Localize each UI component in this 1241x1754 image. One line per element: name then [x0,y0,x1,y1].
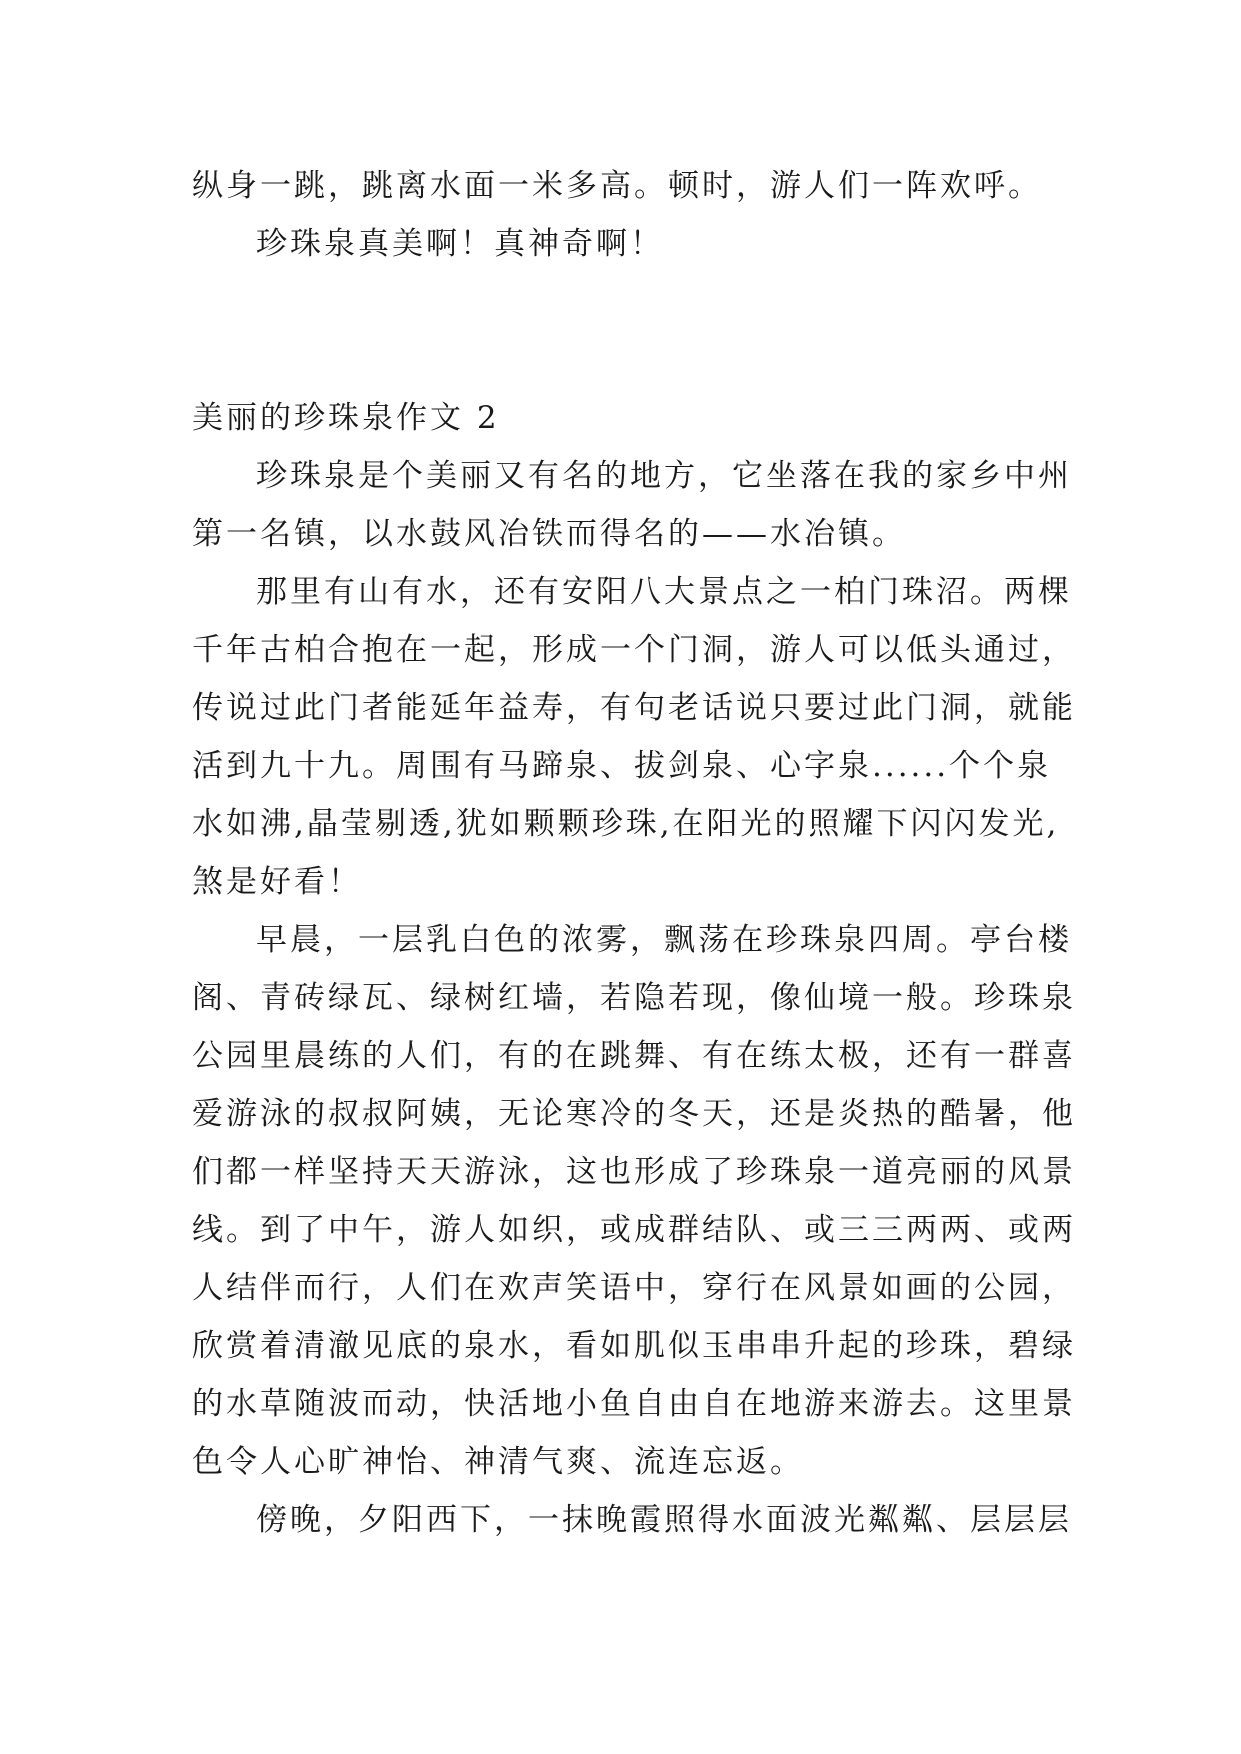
paragraph-line: 煞是好看！ [192,864,362,900]
paragraph-line: 阁、青砖绿瓦、绿树红墙，若隐若现，像仙境一般。珍珠泉 [192,980,1076,1016]
section-gap [192,273,1062,389]
paragraph-line: 色令人心旷神怡、神清气爽、流连忘返。 [192,1444,804,1480]
paragraph-line: 传说过此门者能延年益寿，有句老话说只要过此门洞，就能 [192,690,1076,726]
text-line: 珍珠泉真美啊！真神奇啊！ [256,226,664,262]
paragraph-line: 欣赏着清澈见底的泉水，看如肌似玉串串升起的珍珠，碧绿 [192,1328,1076,1364]
paragraph-line: 那里有山有水，还有安阳八大景点之一柏门珠沼。两棵 [256,574,1072,610]
paragraph-line: 早晨，一层乳白色的浓雾，飘荡在珍珠泉四周。亭台楼 [256,922,1072,958]
paragraph-line: 线。到了中午，游人如织，或成群结队、或三三两两、或两 [192,1212,1076,1248]
paragraph-line: 水如沸,晶莹剔透,犹如颗颗珍珠,在阳光的照耀下闪闪发光, [192,806,1060,842]
paragraph-line: 珍珠泉是个美丽又有名的地方，它坐落在我的家乡中州 [256,458,1072,494]
paragraph-line: 人结伴而行，人们在欢声笑语中，穿行在风景如画的公园， [192,1270,1076,1306]
document-body [192,157,1076,1549]
paragraph-line: 千年古柏合抱在一起，形成一个门洞，游人可以低头通过， [192,632,1076,668]
paragraph-line: 公园里晨练的人们，有的在跳舞、有在练太极，还有一群喜 [192,1038,1076,1074]
paragraph-line: 傍晚，夕阳西下，一抹晚霞照得水面波光粼粼、层层层 [256,1502,1072,1538]
paragraph-line: 们都一样坚持天天游泳，这也形成了珍珠泉一道亮丽的风景 [192,1154,1076,1190]
section-title: 美丽的珍珠泉作文 2 [192,400,500,436]
paragraph-line: 活到九十九。周围有马蹄泉、拔剑泉、心字泉......个个泉 [192,748,1052,784]
paragraph-line: 爱游泳的叔叔阿姨，无论寒冷的冬天，还是炎热的酷暑，他 [192,1096,1076,1132]
paragraph-line: 第一名镇，以水鼓风冶铁而得名的——水冶镇。 [192,516,906,552]
text-line: 纵身一跳，跳离水面一米多高。顿时，游人们一阵欢呼。 [192,168,1042,204]
paragraph-line: 的水草随波而动，快活地小鱼自由自在地游来游去。这里景 [192,1386,1076,1422]
